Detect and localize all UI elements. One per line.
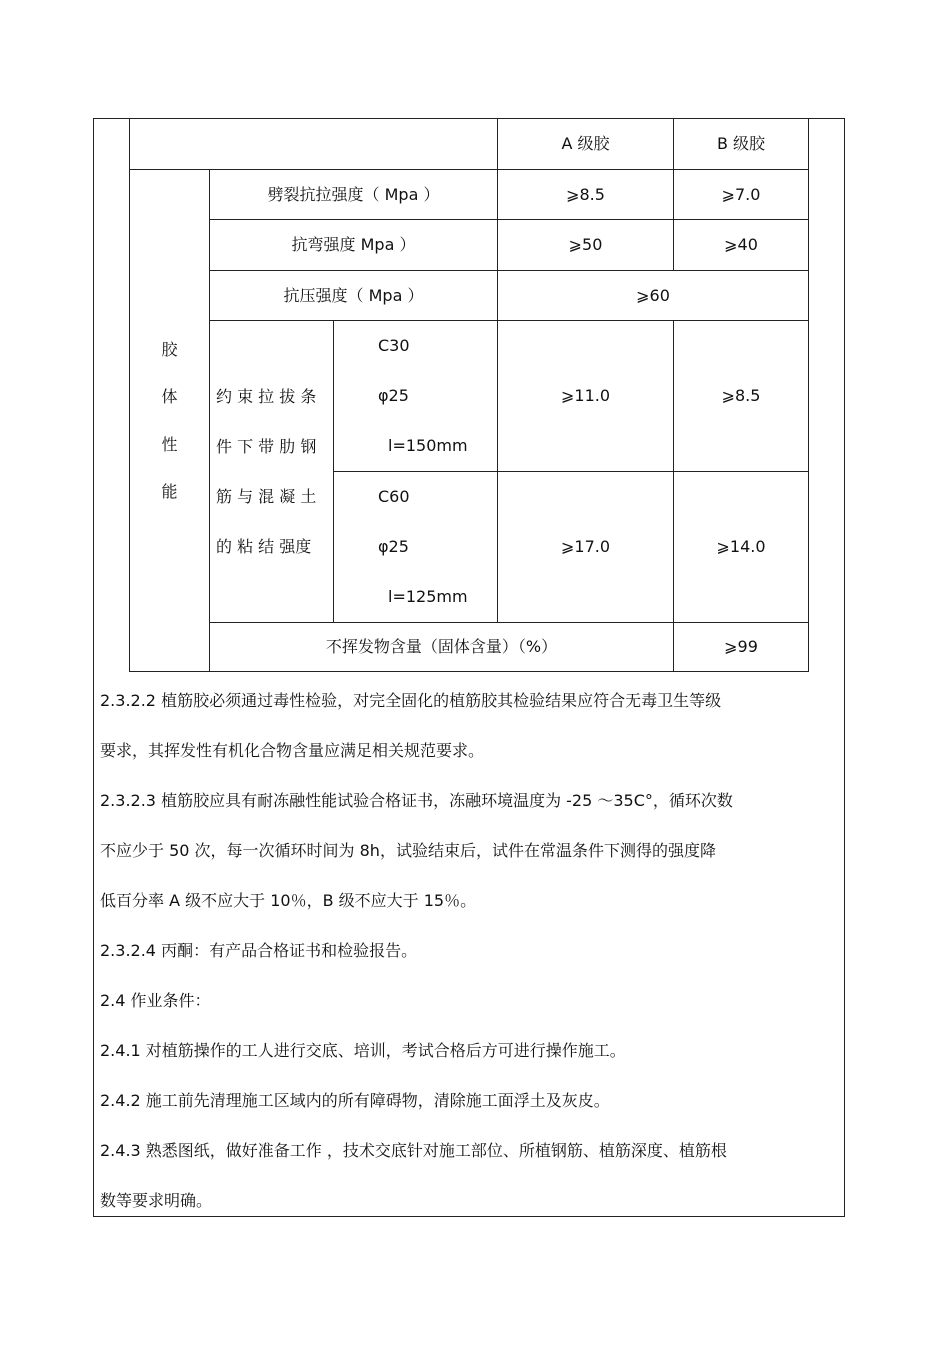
paragraph-2-3-2-4: 2.3.2.4 丙酮：有产品合格证书和检验报告。 bbox=[100, 941, 418, 960]
property-name: 抗弯强度 Mpa ） bbox=[210, 220, 498, 271]
bond-condition-c60 bbox=[334, 472, 498, 623]
section-heading-2-4: 2.4 作业条件： bbox=[100, 991, 211, 1010]
group-label-char: 胶 bbox=[161, 340, 178, 360]
value-a: ⩾8.5 bbox=[498, 170, 674, 220]
group-label-char: 体 bbox=[161, 387, 178, 407]
paragraph-line: 低百分率 A 级不应大于 10％，B 级不应大于 15％。 bbox=[100, 891, 477, 910]
bond-condition-c30 bbox=[334, 321, 498, 472]
paragraph-2-3-2-2: 2.3.2.2 植筋胶必须通过毒性检验，对完全固化的植筋胶其检验结果应符合无毒卫生等级 bbox=[100, 691, 722, 710]
group-label-char: 能 bbox=[161, 481, 178, 501]
header-grade-b: B 级胶 bbox=[674, 119, 809, 170]
value-b: ⩾7.0 bbox=[674, 170, 809, 220]
paragraph-2-4-1: 2.4.1 对植筋操作的工人进行交底、培训，考试合格后方可进行操作施工。 bbox=[100, 1041, 626, 1060]
group-label-cell bbox=[130, 170, 210, 672]
paragraph-2-4-2: 2.4.2 施工前先清理施工区域内的所有障碍物，清除施工面浮土及灰皮。 bbox=[100, 1091, 610, 1110]
value-b: ⩾40 bbox=[674, 220, 809, 271]
bond-strength-label: 约 束 拉 拔 条 件 下 带 肋 钢 筋 与 混 凝 土 的 粘 结 强度 bbox=[210, 321, 334, 623]
concrete-grade: C60 bbox=[378, 487, 410, 506]
paragraph-2-4-3: 2.4.3 熟悉图纸，做好准备工作 ，技术交底针对施工部位、所植钢筋、植筋深度、植筋根 bbox=[100, 1141, 727, 1160]
header-blank-cell bbox=[130, 119, 498, 170]
anchor-length: l=125mm bbox=[388, 587, 468, 606]
value-b: ⩾8.5 bbox=[674, 321, 809, 472]
table-row bbox=[130, 220, 809, 271]
anchor-length: l=150mm bbox=[388, 436, 468, 455]
property-name: 不挥发物含量（固体含量）（%） bbox=[210, 623, 674, 672]
paragraph-line: 数等要求明确。 bbox=[100, 1191, 213, 1210]
group-label-char: 性 bbox=[161, 434, 178, 454]
paragraph-line: 要求，其挥发性有机化合物含量应满足相关规范要求。 bbox=[100, 741, 485, 760]
value-a: ⩾17.0 bbox=[498, 472, 674, 623]
value-b: ⩾14.0 bbox=[674, 472, 809, 623]
concrete-grade: C30 bbox=[378, 336, 410, 355]
property-name: 劈裂抗拉强度（ Mpa ） bbox=[210, 170, 498, 220]
value-ab: ⩾99 bbox=[674, 623, 809, 672]
value-a: ⩾11.0 bbox=[498, 321, 674, 472]
paragraph-line: 不应少于 50 次，每一次循环时间为 8h，试验结束后，试件在常温条件下测得的强度降 bbox=[100, 841, 716, 860]
bar-diameter: φ25 bbox=[378, 537, 409, 556]
table-header-row bbox=[130, 119, 809, 170]
value-a: ⩾50 bbox=[498, 220, 674, 271]
table-row bbox=[130, 271, 809, 321]
value-ab: ⩾60 bbox=[498, 271, 809, 321]
bar-diameter: φ25 bbox=[378, 386, 409, 405]
header-grade-a: A 级胶 bbox=[498, 119, 674, 170]
property-name: 抗压强度（ Mpa ） bbox=[210, 271, 498, 321]
table-row bbox=[130, 623, 809, 672]
adhesive-properties-table bbox=[129, 118, 809, 672]
paragraph-2-3-2-3: 2.3.2.3 植筋胶应具有耐冻融性能试验合格证书，冻融环境温度为 -25 ～35C°，循环次数 bbox=[100, 791, 733, 810]
table-row bbox=[130, 321, 809, 472]
table-row bbox=[130, 170, 809, 220]
